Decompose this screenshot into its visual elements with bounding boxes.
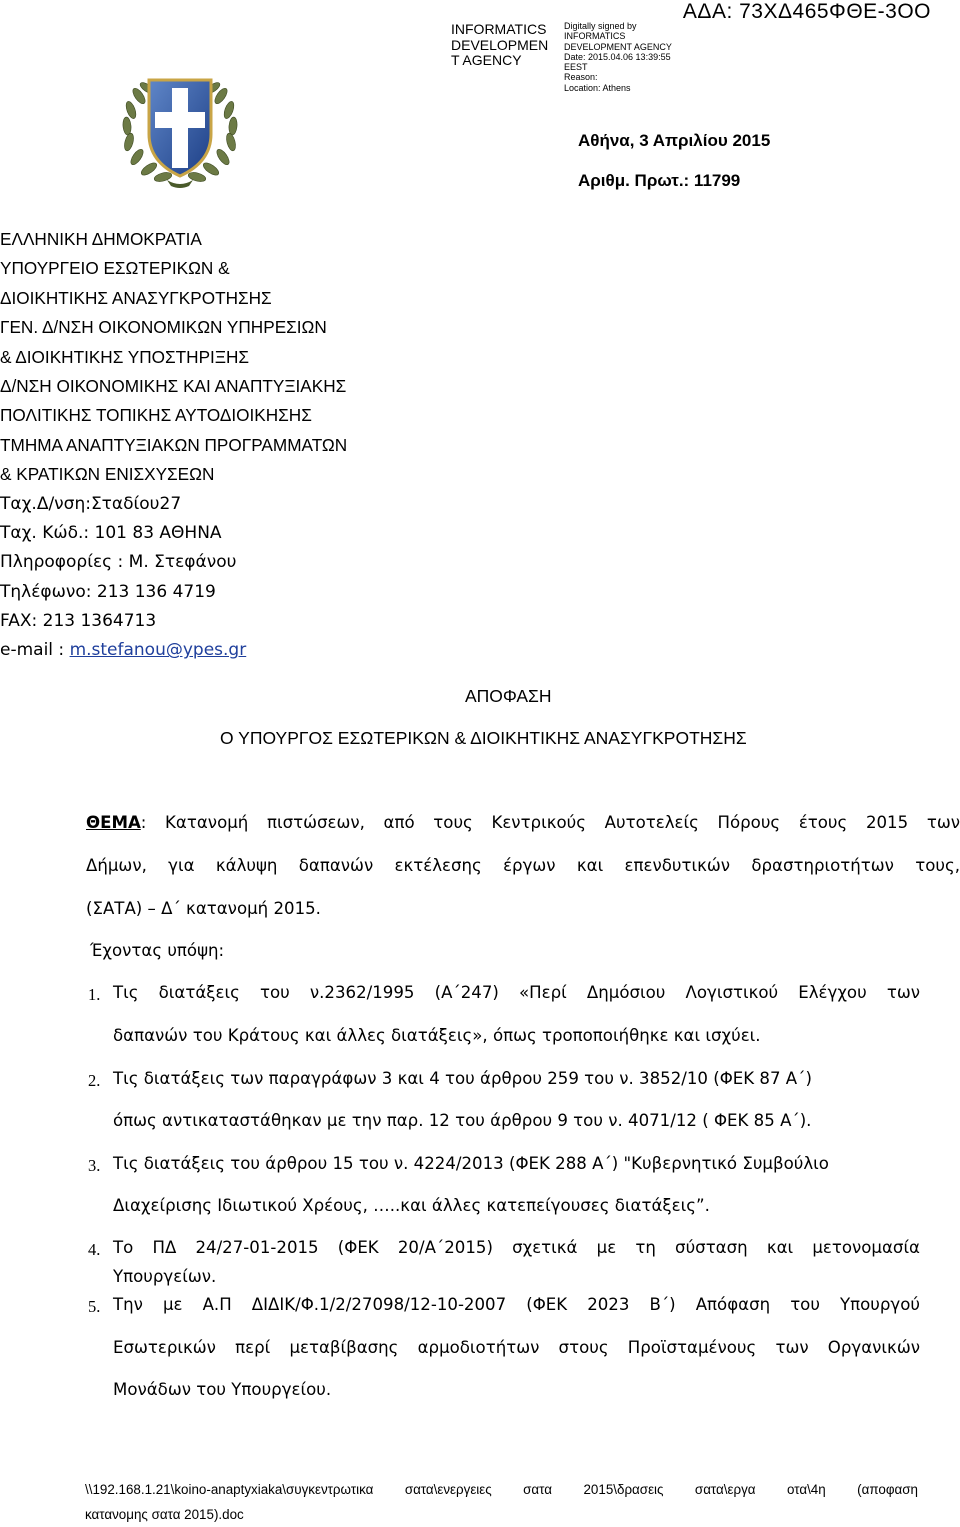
sender-line: & ΚΡΑΤΙΚΩΝ ΕΝΙΣΧΥΣΕΩΝ (0, 464, 215, 485)
item-text-line: Τις διατάξεις του ν.2362/1995 (Α΄247) «Περί Δημόσιου Λογιστικού Ελέγχου των (113, 983, 920, 1002)
item-text-line: Υπουργείων. (113, 1267, 217, 1286)
signature-detail-line: Location: Athens (564, 82, 631, 93)
item-number: 2. (88, 1071, 101, 1090)
signature-detail-line: EEST (564, 62, 588, 73)
footer-path-line: \\192.168.1.21\koino-anaptyxiaka\συγκεντρωτικα σατα\ενεργειες σατα 2015\δρασεις σατα\εργα οτα\4η (αποφαση (85, 1482, 918, 1497)
greek-coat-of-arms-icon (117, 66, 243, 190)
email-link[interactable]: m.stefanou@ypes.gr (69, 640, 247, 661)
subject-line-3: (ΣΑΤΑ) – Δ΄ κατανομή 2015. (86, 899, 321, 918)
ada-code: ΑΔΑ: 73ΧΔ465ΦΘΕ-3ΟΟ (682, 0, 931, 23)
signature-org-line: T AGENCY (451, 52, 522, 68)
sender-block (0, 225, 347, 666)
document-date: Αθήνα, 3 Απριλίου 2015 (578, 131, 771, 150)
considering-heading: Έχοντας υπόψη: (90, 941, 225, 960)
item-text-line: Το ΠΔ 24/27-01-2015 (ΦΕΚ 20/Α΄2015) σχετικά με τη σύσταση και μετονομασία (113, 1238, 920, 1257)
item-text-line: Μονάδων του Υπουργείου. (113, 1380, 332, 1399)
item-number: 4. (88, 1240, 101, 1259)
item-text-line: Τις διατάξεις του άρθρου 15 του ν. 4224/2013 (ΦΕΚ 288 Α΄) "Κυβερνητικό Συμβούλιο (113, 1154, 829, 1173)
item-text-line: Την με Α.Π ΔΙΔΙΚ/Φ.1/2/27098/12-10-2007 (ΦΕΚ 2023 Β΄) Απόφαση του Υπουργού (113, 1295, 920, 1314)
signature-detail-line: Date: 2015.04.06 13:39:55 (564, 51, 671, 62)
signature-detail-line: DEVELOPMENT AGENCY (564, 41, 672, 52)
sender-line: ΕΛΛΗΝΙΚΗ ΔΗΜΟΚΡΑΤΙΑ (0, 229, 202, 249)
item-text-line: Διαχείρισης Ιδιωτικού Χρέους, …..και άλλες κατεπείγουσες διατάξεις”. (113, 1196, 710, 1215)
email-line (0, 636, 347, 665)
signature-detail-line: Reason: (564, 72, 598, 83)
item-text-line: Τις διατάξεις των παραγράφων 3 και 4 του άρθρου 259 του ν. 3852/10 (ΦΕΚ 87 Α΄) (113, 1069, 812, 1088)
subject-text: : Κατανομή πιστώσεων, από τους Κεντρικούς Αυτοτελείς Πόρους έτους 2015 των (140, 813, 960, 832)
protocol-number: Αριθμ. Πρωτ.: 11799 (578, 171, 741, 190)
email-label: e-mail : (0, 640, 70, 661)
contact-line: Τηλέφωνο: 213 136 4719 (0, 581, 216, 602)
sender-line: ΠΟΛΙΤΙΚΗΣ ΤΟΠΙΚΗΣ ΑΥΤΟΔΙΟΙΚΗΣΗΣ (0, 405, 312, 426)
contact-line: Πληροφορίες : Μ. Στεφάνου (0, 552, 237, 573)
subject-line-2: Δήμων, για κάλυψη δαπανών εκτέλεσης έργων και επενδυτικών δραστηριοτήτων τους, (86, 856, 960, 875)
item-number: 3. (88, 1156, 101, 1175)
signature-detail-line: Digitally signed by (564, 21, 637, 31)
item-text-line: Εσωτερικών περί μεταβίβασης αρμοδιοτήτων στους Προϊσταμένους των Οργανικών (113, 1338, 920, 1357)
item-text-line: δαπανών του Κράτους και άλλες διατάξεις», όπως τροποποιήθηκε και ισχύει. (113, 1026, 761, 1045)
footer-path-line: κατανομης σατα 2015).doc (85, 1507, 244, 1522)
sender-line: Δ/ΝΣΗ ΟΙΚΟΝΟΜΙΚΗΣ ΚΑΙ ΑΝΑΠΤΥΞΙΑΚΗΣ (0, 375, 347, 396)
signature-org-line: DEVELOPMEN (451, 36, 549, 53)
minister-title: Ο ΥΠΟΥΡΓΟΣ ΕΣΩΤΕΡΙΚΩΝ & ΔΙΟΙΚΗΤΙΚΗΣ ΑΝΑΣΥΓΚΡΟΤΗΣΗΣ (220, 728, 747, 748)
signature-org (451, 22, 548, 69)
sender-line: ΓΕΝ. Δ/ΝΣΗ ΟΙΚΟΝΟΜΙΚΩΝ ΥΠΗΡΕΣΙΩΝ (0, 317, 327, 338)
item-number: 1. (88, 985, 101, 1004)
signature-detail-line: INFORMATICS (564, 31, 626, 42)
sender-line: ΤΜΗΜΑ ΑΝΑΠΤΥΞΙΑΚΩΝ ΠΡΟΓΡΑΜΜΑΤΩΝ (0, 434, 348, 455)
contact-line: Ταχ.Δ/νση:Σταδίου27 (0, 493, 182, 514)
signature-org-line: INFORMATICS (451, 21, 547, 37)
decision-title: ΑΠΟΦΑΣΗ (465, 686, 552, 706)
item-text-line: όπως αντικαταστάθηκαν με την παρ. 12 του άρθρου 9 του ν. 4071/12 ( ΦΕΚ 85 Α΄). (113, 1111, 812, 1130)
contact-line: FAX: 213 1364713 (0, 611, 157, 632)
subject-label: ΘΕΜΑ (86, 813, 141, 832)
signature-details (564, 21, 672, 93)
sender-line: ΥΠΟΥΡΓΕΙΟ ΕΣΩΤΕΡΙΚΩΝ & (0, 258, 230, 279)
subject-line-1 (86, 813, 960, 832)
item-number: 5. (88, 1297, 101, 1316)
contact-line: Ταχ. Κώδ.: 101 83 ΑΘΗΝΑ (0, 522, 222, 543)
sender-line: & ΔΙΟΙΚΗΤΙΚΗΣ ΥΠΟΣΤΗΡΙΞΗΣ (0, 346, 250, 367)
sender-line: ΔΙΟΙΚΗΤΙΚΗΣ ΑΝΑΣΥΓΚΡΟΤΗΣΗΣ (0, 287, 272, 308)
